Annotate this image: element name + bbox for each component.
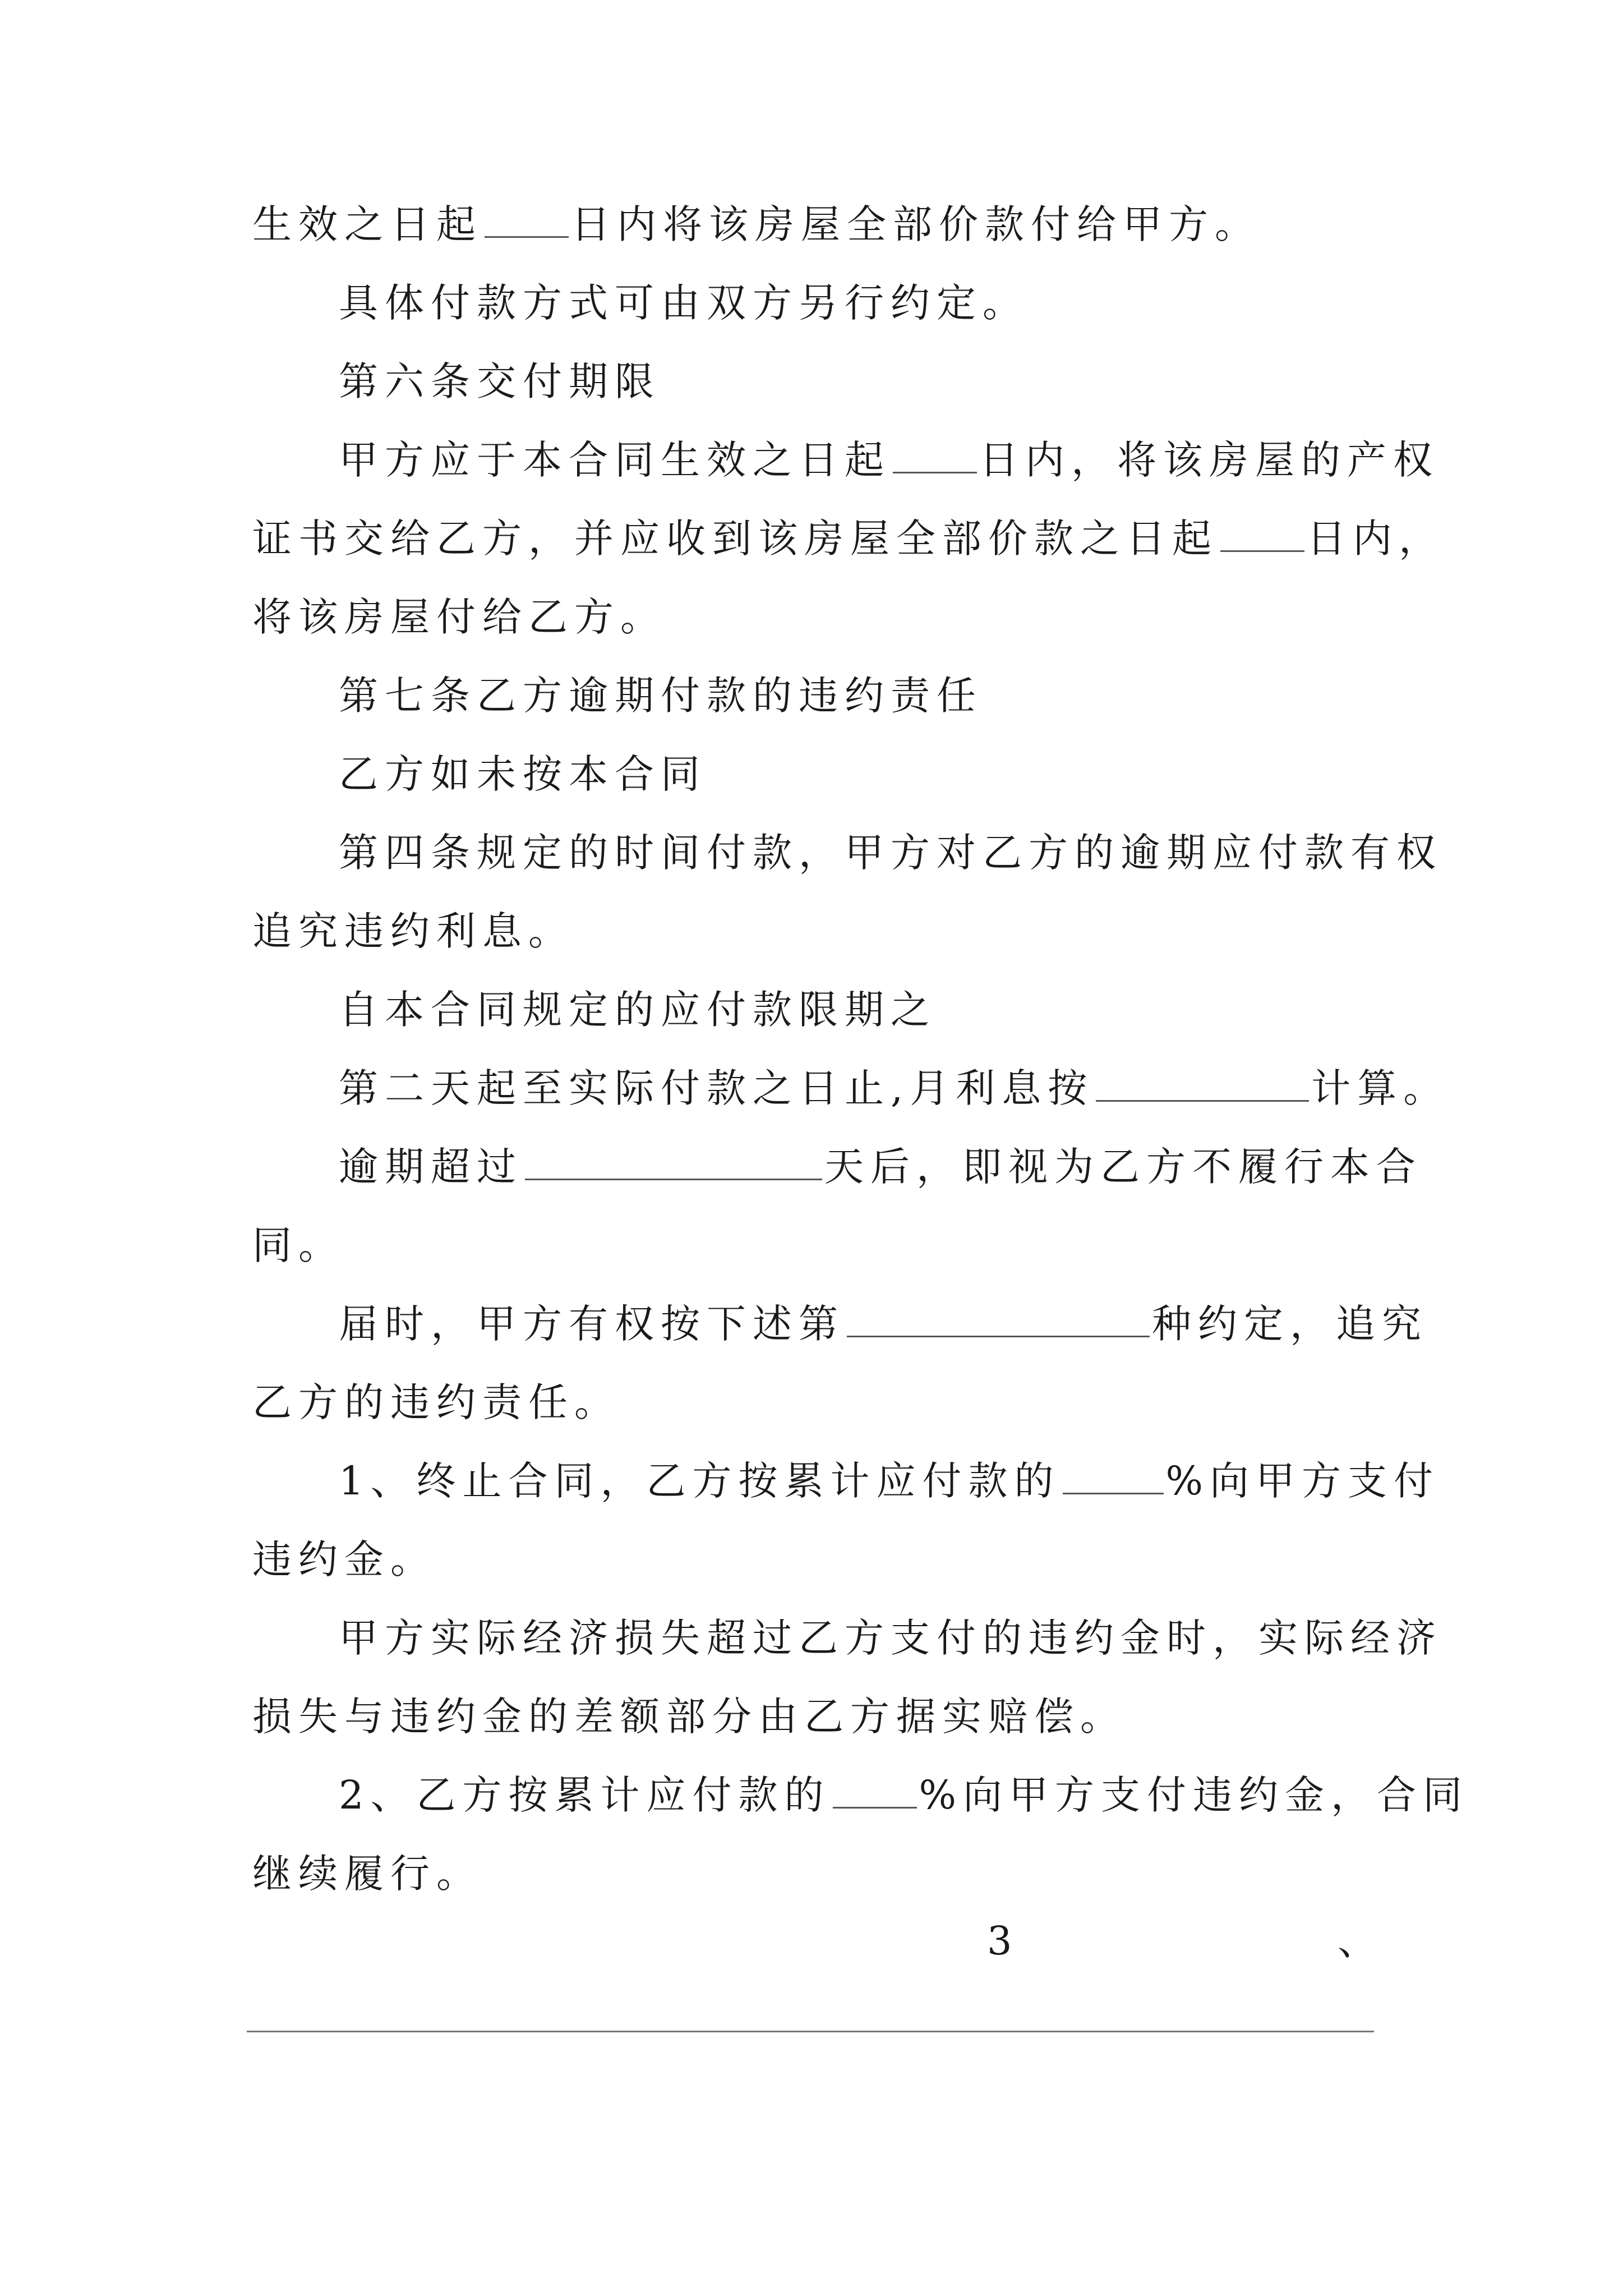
text-line-5: 证书交给乙方，并应收到该房屋全部价款之日起 日内， xyxy=(252,516,1445,562)
text-line-22: 继续履行。 xyxy=(252,1851,482,1897)
fill-blank xyxy=(833,1773,917,1809)
fill-blank xyxy=(1096,1066,1309,1102)
text-line-12: 第二天起至实际付款之日止,月利息按 计算。 xyxy=(339,1065,1450,1111)
fill-blank xyxy=(1220,517,1304,552)
text-line-14: 同。 xyxy=(252,1222,344,1268)
text-line-20: 损失与违约金的差额部分由乙方据实赔偿。 xyxy=(252,1694,1126,1740)
text-line-21: 2、乙方按累计应付款的 %向甲方支付违约金，合同 xyxy=(339,1772,1469,1818)
text-line-2: 具体付款方式可由双方另行约定。 xyxy=(339,280,1029,326)
text-line-18: 违约金。 xyxy=(252,1536,436,1582)
text-line-11: 自本合同规定的应付款限期之 xyxy=(339,987,937,1033)
footer-divider xyxy=(247,2031,1374,2032)
page-mark: 、 xyxy=(1338,1918,1377,1964)
text-line-6: 将该房屋付给乙方。 xyxy=(252,594,666,640)
page-number: 3 xyxy=(987,1918,1012,1964)
text-line-19: 甲方实际经济损失超过乙方支付的违约金时，实际经济 xyxy=(339,1615,1442,1661)
fill-blank xyxy=(893,438,977,473)
article-heading-6: 第六条交付期限 xyxy=(339,358,661,404)
text-line-17: 1、终止合同，乙方按累计应付款的 %向甲方支付 xyxy=(339,1458,1440,1504)
text-line-4: 甲方应于本合同生效之日起 日内，将该房屋的产权 xyxy=(339,437,1439,483)
text-line-16: 乙方的违约责任。 xyxy=(252,1379,620,1425)
fill-blank xyxy=(485,203,569,238)
text-line-10: 追究违约利息。 xyxy=(252,908,574,954)
article-heading-7: 第七条乙方逾期付款的违约责任 xyxy=(339,673,983,719)
fill-blank xyxy=(525,1145,822,1180)
text-line-15: 届时，甲方有权按下述第 种约定，追究 xyxy=(339,1301,1428,1347)
text-line-9: 第四条规定的时间付款，甲方对乙方的逾期应付款有权 xyxy=(339,830,1442,876)
text-line-8: 乙方如未按本合同 xyxy=(339,751,707,797)
text-line-1: 生效之日起 日内将该房屋全部价款付给甲方。 xyxy=(252,201,1261,247)
fill-blank xyxy=(1063,1459,1164,1494)
text-line-13: 逾期超过 天后，即视为乙方不履行本合 xyxy=(339,1144,1422,1190)
fill-blank xyxy=(847,1302,1150,1337)
